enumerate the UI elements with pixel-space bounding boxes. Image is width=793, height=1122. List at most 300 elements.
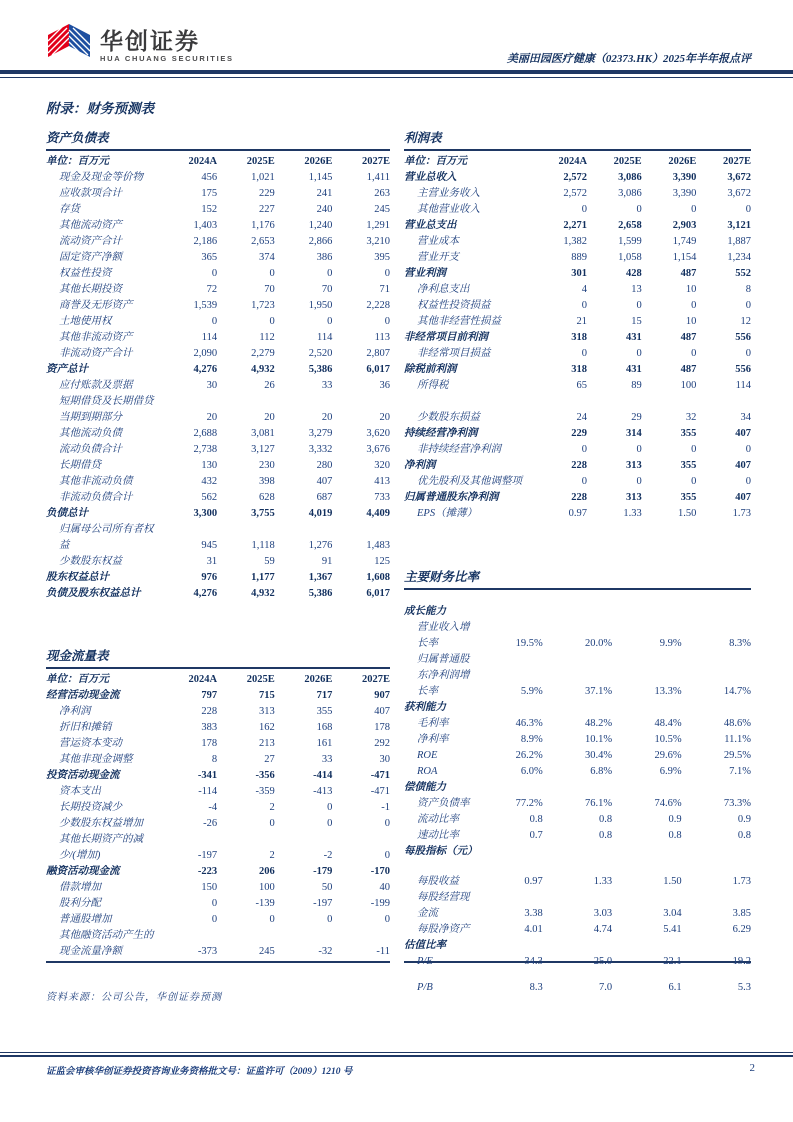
row-label: 估值比率: [404, 940, 446, 951]
cell-value: 26.2%: [515, 750, 543, 761]
cell-value: 1,599: [618, 236, 642, 247]
row-label: 资产总计: [46, 364, 88, 375]
cell-value: 0: [581, 204, 588, 215]
cell-value: 206: [258, 866, 275, 877]
cell-value: 3,672: [727, 172, 751, 183]
cell-value: 48.4%: [654, 718, 682, 729]
table-row: [404, 202, 751, 218]
cell-value: -32: [318, 946, 333, 957]
table-row: [404, 458, 751, 474]
cash_flow-title: 现金流量表: [46, 646, 390, 669]
cell-value: [612, 844, 681, 860]
table-row: [404, 716, 751, 732]
cell-value: 2,090: [193, 348, 218, 359]
table-row: [46, 490, 390, 506]
cell-value: 0: [211, 316, 218, 327]
row-label: 获利能力: [404, 702, 446, 713]
cell-value: 0.9: [668, 814, 682, 825]
ratios-table: [404, 592, 751, 996]
cell-value: 5.9%: [520, 686, 543, 697]
cell-value: 4: [581, 284, 588, 295]
row-label: 应付账款及票据: [59, 380, 133, 391]
table-row: [46, 928, 390, 960]
cell-value: 24: [576, 412, 588, 423]
cell-value: 374: [258, 252, 275, 263]
cell-value: -11: [376, 946, 390, 957]
row-label: ROA: [417, 766, 438, 777]
table-row: [404, 314, 751, 330]
cell-value: 3,390: [672, 188, 697, 199]
table-row: [46, 378, 390, 394]
year-header: 2025E: [246, 156, 275, 167]
year-header: 2026E: [304, 156, 333, 167]
table-row: [404, 922, 751, 938]
cell-value: 2,658: [618, 220, 642, 231]
cell-value: 2,653: [251, 236, 275, 247]
cell-value: 3,620: [366, 428, 390, 439]
cell-value: 4,276: [193, 364, 218, 375]
cell-value: 0: [384, 818, 390, 829]
row-label: 流动比率: [417, 814, 459, 825]
cell-value: 13: [631, 284, 642, 295]
table-row: [46, 912, 390, 928]
cell-value: [473, 604, 542, 620]
table-row: [46, 720, 390, 736]
cell-value: 114: [201, 332, 218, 343]
column-header-row: [46, 671, 390, 688]
cell-value: 48.6%: [723, 718, 751, 729]
cell-value: 1,177: [251, 572, 275, 583]
cell-value: 168: [316, 722, 333, 733]
year-header: 2024A: [558, 156, 588, 167]
row-label: 优先股利及其他调整项: [417, 476, 522, 487]
cell-value: 6.29: [732, 924, 751, 935]
table-row: [404, 298, 751, 314]
row-label: 营业开支: [417, 252, 459, 263]
row-label: 每股经营现金流: [417, 892, 470, 919]
cell-value: 1,240: [308, 220, 333, 231]
cell-value: 33: [321, 380, 333, 391]
row-label: 除税前利润: [404, 364, 457, 375]
cell-value: 2,572: [563, 172, 588, 183]
section-header-row: [404, 938, 751, 954]
row-label: 其他非流动负债: [59, 476, 133, 487]
row-label: 长期投资减少: [59, 802, 122, 813]
cell-value: 25.0: [593, 956, 613, 967]
table-row: [404, 748, 751, 764]
cell-value: [612, 604, 681, 620]
cell-value: 175: [201, 188, 218, 199]
cell-value: 230: [258, 460, 275, 471]
cell-value: 6.9%: [659, 766, 682, 777]
table-row: [404, 442, 751, 458]
cell-value: 0.8: [529, 814, 543, 825]
table-row: [46, 768, 390, 784]
cell-value: 1,276: [308, 540, 333, 551]
cell-value: 1,403: [193, 220, 218, 231]
row-label: 净利润: [404, 460, 436, 471]
cell-value: 0: [636, 300, 642, 311]
row-label: 应收款项合计: [59, 188, 122, 199]
cell-value: 241: [316, 188, 333, 199]
table-row: [404, 330, 751, 346]
cell-value: 6,017: [366, 588, 390, 599]
row-label: 每股收益: [417, 876, 459, 887]
table-row: [46, 442, 390, 458]
row-label: 其他非现金调整: [59, 754, 133, 765]
cell-value: 89: [631, 380, 642, 391]
unit-label: 单位：百万元: [404, 156, 467, 167]
unit-label: 单位：百万元: [46, 674, 109, 685]
cell-value: 8: [745, 284, 751, 295]
cell-value: 3,081: [251, 428, 275, 439]
table-row: [46, 202, 390, 218]
table-row: [46, 506, 390, 522]
row-label: 非经常项目损益: [417, 348, 491, 359]
cell-value: 20: [379, 412, 390, 423]
cell-value: 1,411: [366, 172, 390, 183]
cell-value: 0: [745, 204, 751, 215]
cell-value: 355: [316, 706, 333, 717]
cell-value: 407: [374, 706, 390, 717]
cell-value: 0: [384, 268, 390, 279]
cell-value: 76.1%: [585, 798, 613, 809]
cell-value: -471: [370, 786, 390, 797]
financial-ratios-section: [404, 567, 751, 996]
row-label: 现金及现金等价物: [59, 172, 143, 183]
cell-value: 715: [258, 690, 275, 701]
appendix-title: 附录：财务预测表: [46, 101, 154, 116]
cell-value: 1,749: [672, 236, 697, 247]
table-row: [46, 298, 390, 314]
row-label: ROE: [417, 750, 438, 761]
right-column: [404, 128, 751, 993]
cell-value: 717: [316, 690, 333, 701]
table-row: [46, 218, 390, 234]
cell-value: 6.1: [668, 982, 682, 993]
cell-value: 1,723: [251, 300, 275, 311]
cell-value: 5,386: [308, 364, 333, 375]
table-row: [404, 474, 751, 490]
row-label: 土地使用权: [59, 316, 112, 327]
section-header-row: [404, 844, 751, 860]
cell-value: [543, 780, 612, 796]
cell-value: 431: [625, 332, 642, 343]
cell-value: 229: [258, 188, 275, 199]
row-label: 普通股增加: [59, 914, 112, 925]
cell-value: 1,382: [563, 236, 588, 247]
column-header-row: [46, 153, 390, 170]
cell-value: 130: [201, 460, 218, 471]
table-row: [404, 218, 751, 234]
cell-value: 0: [327, 316, 333, 327]
cell-value: 19.5%: [515, 638, 543, 649]
cell-value: 8: [211, 754, 218, 765]
cell-value: [473, 938, 542, 954]
cell-value: 240: [316, 204, 333, 215]
table-row: [46, 800, 390, 816]
cell-value: 74.6%: [654, 798, 682, 809]
cell-value: 46.3%: [515, 718, 543, 729]
cell-value: 11.1%: [724, 734, 751, 745]
cell-value: 797: [201, 690, 218, 701]
cell-value: 0: [745, 476, 751, 487]
cell-value: 889: [571, 252, 588, 263]
balance_sheet-table: [46, 153, 390, 602]
table-row: [404, 954, 751, 970]
cell-value: 0: [636, 348, 642, 359]
cell-value: 34.3: [524, 956, 543, 967]
cell-value: 0: [691, 300, 697, 311]
cell-value: 13.3%: [654, 686, 682, 697]
table-row: [404, 378, 751, 394]
cell-value: 4,019: [308, 508, 333, 519]
cell-value: 320: [374, 460, 390, 471]
row-label: EPS（摊薄）: [417, 508, 478, 519]
unit-label: 单位：百万元: [46, 156, 109, 167]
table-row: [46, 314, 390, 330]
cell-value: 2: [269, 850, 275, 861]
table-row: [404, 796, 751, 812]
left-column: [46, 128, 390, 963]
row-label: 每股净资产: [417, 924, 470, 935]
row-label: 毛利率: [417, 718, 449, 729]
page-number: 2: [749, 1062, 755, 1074]
row-label: 少数股东权益增加: [59, 818, 143, 829]
cell-value: 395: [374, 252, 390, 263]
cell-value: 100: [258, 882, 275, 893]
cell-value: 12: [740, 316, 751, 327]
footer-divider: [0, 1052, 793, 1057]
cell-value: 0: [691, 476, 697, 487]
cell-value: 29.6%: [654, 750, 682, 761]
cell-value: 3.85: [732, 908, 751, 919]
cell-value: 4.01: [524, 924, 543, 935]
row-label: 固定资产净额: [59, 252, 122, 263]
cell-value: 2,903: [672, 220, 697, 231]
cell-value: 1,887: [727, 236, 751, 247]
cell-value: 22.1: [663, 956, 682, 967]
cell-value: 33: [321, 754, 333, 765]
cell-value: 3.04: [663, 908, 682, 919]
cell-value: 0: [745, 348, 751, 359]
table-row: [46, 474, 390, 490]
balance_sheet-title: 资产负债表: [46, 128, 390, 151]
cell-value: 313: [625, 460, 642, 471]
cell-value: 0: [691, 204, 697, 215]
cell-value: 945: [201, 540, 218, 551]
cell-value: 456: [201, 172, 218, 183]
cell-value: 0: [581, 300, 588, 311]
cell-value: 431: [625, 364, 642, 375]
cell-value: [682, 844, 751, 860]
table-row: [46, 266, 390, 282]
row-label: 营业成本: [417, 236, 459, 247]
row-label: 流动负债合计: [59, 444, 122, 455]
cell-value: -139: [255, 898, 275, 909]
spacer-cell: [404, 394, 751, 410]
table-row: [404, 170, 751, 186]
cell-value: 0: [581, 444, 588, 455]
table-row: [404, 346, 751, 362]
cell-value: 0: [384, 316, 390, 327]
cell-value: 487: [680, 332, 697, 343]
cell-value: 355: [680, 460, 697, 471]
cell-value: 976: [201, 572, 218, 583]
year-header: 2027E: [722, 156, 751, 167]
cell-value: 0: [745, 300, 751, 311]
header-divider: [0, 70, 793, 78]
cell-value: 3,121: [727, 220, 751, 231]
table-row: [46, 816, 390, 832]
cell-value: [543, 700, 612, 716]
cell-value: 280: [316, 460, 333, 471]
year-header: 2025E: [246, 674, 275, 685]
table-row: [46, 394, 390, 426]
cell-value: 228: [571, 460, 588, 471]
cell-value: 3.03: [593, 908, 613, 919]
cell-value: 355: [680, 428, 697, 439]
cell-value: 407: [316, 476, 333, 487]
cell-value: 1,145: [308, 172, 333, 183]
row-label: 非持续经营净利润: [417, 444, 501, 455]
table-row: [404, 490, 751, 506]
row-label: 非流动负债合计: [59, 492, 133, 503]
cell-value: 733: [374, 492, 390, 503]
cell-value: 7.0: [599, 982, 613, 993]
cell-value: 10: [685, 316, 697, 327]
cell-value: 3,210: [366, 236, 390, 247]
brand-logo: [46, 21, 234, 71]
cell-value: 907: [374, 690, 390, 701]
row-label: 净利息支出: [417, 284, 470, 295]
cell-value: 73.3%: [723, 798, 751, 809]
cell-value: 5.3: [737, 982, 751, 993]
row-label: P/B: [417, 982, 433, 993]
cell-value: 0.8: [737, 830, 751, 841]
table-row: [404, 506, 751, 522]
row-label: 融资活动现金流: [46, 866, 120, 877]
table-row: [404, 250, 751, 266]
cell-value: 15: [631, 316, 642, 327]
cell-value: 2,807: [366, 348, 390, 359]
table-row: [46, 736, 390, 752]
cell-value: -170: [370, 866, 390, 877]
cell-value: 1,176: [251, 220, 275, 231]
cell-value: 365: [201, 252, 218, 263]
table-row: [404, 980, 751, 996]
cell-value: 3,127: [251, 444, 275, 455]
cell-value: 27: [264, 754, 275, 765]
cell-value: 3,390: [672, 172, 697, 183]
cell-value: 0: [691, 444, 697, 455]
row-label: 非经常项目前利润: [404, 332, 488, 343]
cell-value: 213: [258, 738, 275, 749]
cell-value: 0: [691, 348, 697, 359]
table-row: [46, 554, 390, 570]
cell-value: 0: [211, 898, 218, 909]
cell-value: 0: [384, 914, 390, 925]
cell-value: 178: [374, 722, 390, 733]
cell-value: 2,866: [308, 236, 333, 247]
cell-value: -341: [197, 770, 218, 781]
cell-value: 1,291: [366, 220, 390, 231]
table-row: [404, 282, 751, 298]
cell-value: 1,154: [672, 252, 697, 263]
row-label: 其他长期投资: [59, 284, 122, 295]
cell-value: 162: [258, 722, 275, 733]
row-label: 营业总支出: [404, 220, 457, 231]
cell-value: 0: [211, 268, 218, 279]
table-row: [46, 186, 390, 202]
row-label: 资本支出: [59, 786, 101, 797]
row-label: 负债及股东权益总计: [46, 588, 141, 599]
cell-value: [682, 938, 751, 954]
spacer-row: [404, 970, 751, 980]
cell-value: 3,755: [251, 508, 275, 519]
row-label: 持续经营净利润: [404, 428, 478, 439]
cell-value: 3,676: [366, 444, 390, 455]
cell-value: 313: [258, 706, 275, 717]
cell-value: -199: [370, 898, 390, 909]
cell-value: 2,186: [193, 236, 218, 247]
cell-value: 0: [581, 476, 588, 487]
cell-value: 0: [211, 914, 218, 925]
cell-value: 31: [206, 556, 218, 567]
row-label: 股利分配: [59, 898, 101, 909]
row-label: 归属普通股东净利润增长率: [417, 654, 470, 697]
spacer-row: [404, 860, 751, 874]
cell-value: 100: [680, 380, 697, 391]
cell-value: [473, 700, 542, 716]
cell-value: 9.9%: [659, 638, 682, 649]
table-row: [404, 266, 751, 282]
cell-value: 314: [625, 428, 642, 439]
cell-value: [682, 700, 751, 716]
cell-value: 1,234: [727, 252, 751, 263]
table-row: [404, 186, 751, 202]
cell-value: 3,086: [618, 188, 642, 199]
row-label: 权益性投资: [59, 268, 112, 279]
cell-value: 6.8%: [590, 766, 613, 777]
row-label: 其他非流动资产: [59, 332, 133, 343]
cell-value: 65: [576, 380, 588, 391]
row-label: 归属母公司所有者权益: [59, 524, 154, 551]
cell-value: 229: [571, 428, 588, 439]
cell-value: 7.1%: [729, 766, 751, 777]
cell-value: 0.8: [599, 830, 613, 841]
cell-value: 1.50: [663, 876, 682, 887]
cell-value: 562: [201, 492, 218, 503]
cell-value: 552: [735, 268, 751, 279]
cell-value: 413: [374, 476, 390, 487]
cell-value: 114: [316, 332, 333, 343]
cell-value: -2: [323, 850, 333, 861]
cell-value: -4: [208, 802, 218, 813]
cell-value: -413: [313, 786, 333, 797]
report-title: 美丽田园医疗健康（02373.HK）2025年半年报点评: [506, 53, 751, 65]
cell-value: 20: [206, 412, 218, 423]
cell-value: 40: [379, 882, 390, 893]
table-row: [404, 764, 751, 780]
cell-value: -471: [370, 770, 390, 781]
year-header: 2026E: [668, 156, 697, 167]
cell-value: 0: [269, 914, 275, 925]
cell-value: 1,608: [366, 572, 390, 583]
cell-value: 0: [269, 268, 275, 279]
cell-value: 3.38: [524, 908, 543, 919]
table-row: [404, 874, 751, 890]
